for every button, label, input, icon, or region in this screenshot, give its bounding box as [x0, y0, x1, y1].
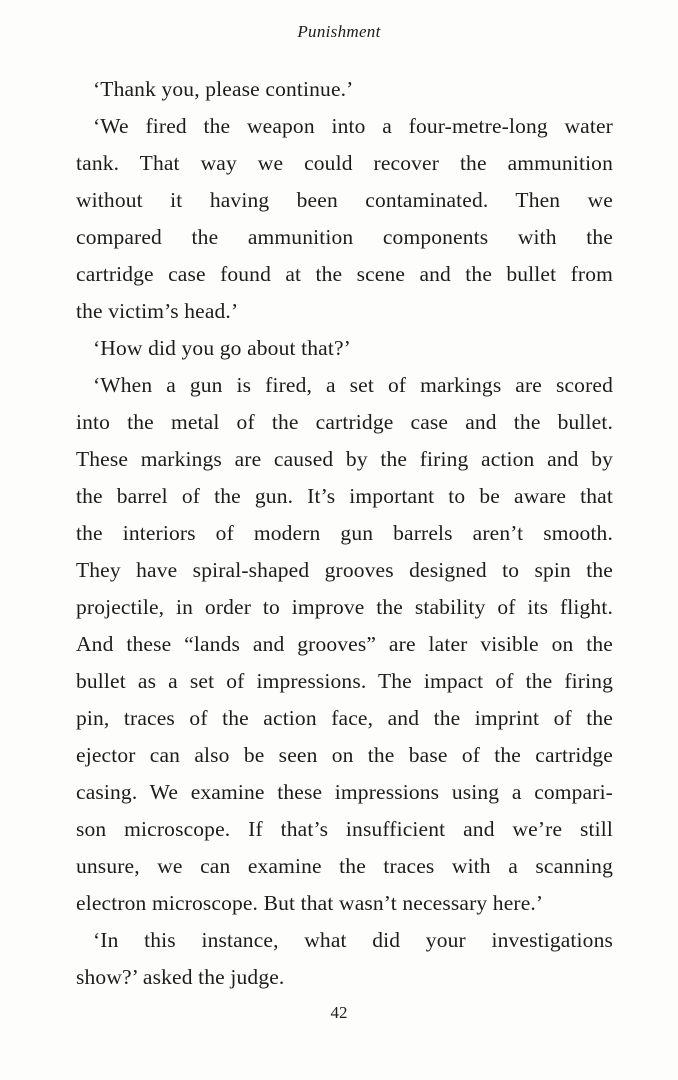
running-head: Punishment: [297, 22, 381, 41]
paragraph: [76, 108, 613, 330]
text-line: ‘We fired the weapon into a four-metre-long water: [93, 114, 613, 138]
text-line: ‘Thank you, please continue.’: [93, 77, 354, 101]
text-line: casing. We examine these impressions using a compari-: [76, 780, 613, 804]
text-line: ‘How did you go about that?’: [93, 336, 351, 360]
text-line: tank. That way we could recover the ammunition: [76, 151, 613, 175]
text-line: the interiors of modern gun barrels aren’t smooth.: [76, 521, 613, 545]
text-line: show?’ asked the judge.: [76, 965, 285, 989]
text-line: ejector can also be seen on the base of the cartridge: [76, 743, 613, 767]
text-line: the barrel of the gun. It’s important to be aware that: [76, 484, 613, 508]
paragraph: [76, 367, 613, 922]
text-line: cartridge case found at the scene and the bullet from: [76, 262, 613, 286]
text-line: compared the ammunition components with the: [76, 225, 613, 249]
text-line: They have spiral-shaped grooves designed to spin the: [76, 558, 613, 582]
text-line: bullet as a set of impressions. The impact of the firing: [76, 669, 613, 693]
text-line: And these “lands and grooves” are later visible on the: [76, 632, 613, 656]
text-line: pin, traces of the action face, and the imprint of the: [76, 706, 613, 730]
text-line: electron microscope. But that wasn’t necessary here.’: [76, 891, 544, 915]
paragraph: [76, 71, 613, 108]
text-line: unsure, we can examine the traces with a scanning: [76, 854, 613, 878]
paragraph: [76, 330, 613, 367]
text-line: the victim’s head.’: [76, 299, 239, 323]
text-line: ‘In this instance, what did your investigations: [93, 928, 613, 952]
page-number: 42: [330, 1003, 348, 1022]
text-line: into the metal of the cartridge case and the bullet.: [76, 410, 613, 434]
text-line: projectile, in order to improve the stability of its flight.: [76, 595, 613, 619]
text-line: These markings are caused by the firing action and by: [76, 447, 613, 471]
text-line: ‘When a gun is fired, a set of markings are scored: [93, 373, 613, 397]
body-text: [76, 71, 613, 996]
paragraph: [76, 922, 613, 996]
text-line: without it having been contaminated. Then we: [76, 188, 613, 212]
text-line: son microscope. If that’s insufficient and we’re still: [76, 817, 613, 841]
